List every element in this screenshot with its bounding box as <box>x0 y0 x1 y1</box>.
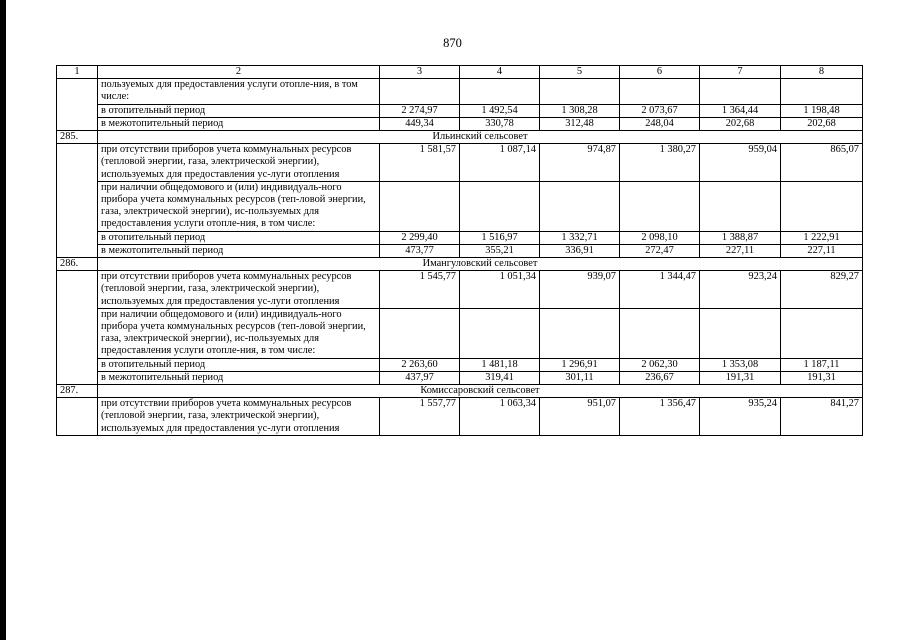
table-row <box>57 144 863 182</box>
value-cell: 865,07 <box>781 144 863 182</box>
table-row <box>57 231 863 244</box>
value-cell: 951,07 <box>540 398 620 436</box>
section-title: Имангуловский сельсовет <box>98 258 863 271</box>
value-cell: 1 308,28 <box>540 104 620 117</box>
value-cell: 1 388,87 <box>700 231 781 244</box>
value-cell: 248,04 <box>620 117 700 130</box>
table-row <box>57 308 863 358</box>
value-cell: 1 051,34 <box>460 271 540 309</box>
value-cell: 1 187,11 <box>781 358 863 371</box>
row-number-cell <box>57 398 98 436</box>
value-cell: 2 098,10 <box>620 231 700 244</box>
value-cell: 319,41 <box>460 371 540 384</box>
value-cell <box>540 181 620 231</box>
column-number: 5 <box>540 66 620 79</box>
row-number-cell <box>57 79 98 131</box>
column-number: 2 <box>98 66 380 79</box>
row-description: в межотопительный период <box>98 244 380 257</box>
tariff-table <box>56 65 863 436</box>
value-cell: 1 198,48 <box>781 104 863 117</box>
section-title: Комиссаровский сельсовет <box>98 385 863 398</box>
row-description: в отопительный период <box>98 104 380 117</box>
column-number: 1 <box>57 66 98 79</box>
value-cell: 974,87 <box>540 144 620 182</box>
value-cell: 939,07 <box>540 271 620 309</box>
value-cell: 330,78 <box>460 117 540 130</box>
value-cell: 2 274,97 <box>380 104 460 117</box>
value-cell: 437,97 <box>380 371 460 384</box>
table-row <box>57 244 863 257</box>
value-cell: 1 356,47 <box>620 398 700 436</box>
value-cell: 191,31 <box>700 371 781 384</box>
row-description: при наличии общедомового и (или) индивидуаль-ного прибора учета коммунальных ресурсов (теп-ловой энергии, газа, электрической энергии), ис-пользуемых для предоставления услуги отопле-ния, в том числе: <box>98 308 380 358</box>
value-cell: 1 344,47 <box>620 271 700 309</box>
row-description: при отсутствии приборов учета коммунальных ресурсов (тепловой энергии, газа, электрической энергии), используемых для предоставления ус-луги отопления <box>98 144 380 182</box>
value-cell: 227,11 <box>700 244 781 257</box>
value-cell: 923,24 <box>700 271 781 309</box>
value-cell: 1 492,54 <box>460 104 540 117</box>
table-row <box>57 371 863 384</box>
value-cell: 841,27 <box>781 398 863 436</box>
value-cell: 1 481,18 <box>460 358 540 371</box>
value-cell: 1 380,27 <box>620 144 700 182</box>
table-body <box>57 66 863 436</box>
value-cell: 1 063,34 <box>460 398 540 436</box>
column-number: 8 <box>781 66 863 79</box>
value-cell: 312,48 <box>540 117 620 130</box>
value-cell <box>380 79 460 104</box>
table-row <box>57 181 863 231</box>
value-cell <box>620 308 700 358</box>
section-row <box>57 131 863 144</box>
value-cell: 1 296,91 <box>540 358 620 371</box>
value-cell: 2 073,67 <box>620 104 700 117</box>
value-cell: 1 087,14 <box>460 144 540 182</box>
value-cell: 227,11 <box>781 244 863 257</box>
value-cell: 272,47 <box>620 244 700 257</box>
value-cell <box>540 308 620 358</box>
value-cell: 2 062,30 <box>620 358 700 371</box>
value-cell: 1 222,91 <box>781 231 863 244</box>
scan-edge <box>0 0 6 640</box>
value-cell <box>700 79 781 104</box>
value-cell <box>700 181 781 231</box>
value-cell <box>380 308 460 358</box>
table-row <box>57 104 863 117</box>
value-cell <box>460 181 540 231</box>
section-number: 286. <box>57 258 98 271</box>
value-cell: 2 263,60 <box>380 358 460 371</box>
row-description: при отсутствии приборов учета коммунальных ресурсов (тепловой энергии, газа, электрической энергии), используемых для предоставления ус-луги отопления <box>98 271 380 309</box>
value-cell: 959,04 <box>700 144 781 182</box>
value-cell <box>781 308 863 358</box>
row-number-cell <box>57 144 98 258</box>
value-cell <box>781 181 863 231</box>
column-number: 3 <box>380 66 460 79</box>
value-cell: 473,77 <box>380 244 460 257</box>
value-cell: 1 545,77 <box>380 271 460 309</box>
column-number: 7 <box>700 66 781 79</box>
value-cell: 236,67 <box>620 371 700 384</box>
table-row <box>57 79 863 104</box>
value-cell: 202,68 <box>781 117 863 130</box>
value-cell: 449,34 <box>380 117 460 130</box>
row-description: в межотопительный период <box>98 117 380 130</box>
row-description: в отопительный период <box>98 231 380 244</box>
row-description: при отсутствии приборов учета коммунальных ресурсов (тепловой энергии, газа, электрической энергии), используемых для предоставления ус-луги отопления <box>98 398 380 436</box>
value-cell: 1 364,44 <box>700 104 781 117</box>
table-row <box>57 358 863 371</box>
value-cell: 2 299,40 <box>380 231 460 244</box>
value-cell <box>781 79 863 104</box>
row-description: в отопительный период <box>98 358 380 371</box>
value-cell: 336,91 <box>540 244 620 257</box>
value-cell <box>380 181 460 231</box>
value-cell <box>460 79 540 104</box>
section-title: Ильинский сельсовет <box>98 131 863 144</box>
value-cell <box>700 308 781 358</box>
value-cell: 1 332,71 <box>540 231 620 244</box>
column-number: 4 <box>460 66 540 79</box>
row-description: при наличии общедомового и (или) индивидуаль-ного прибора учета коммунальных ресурсов (теп-ловой энергии, газа, электрической энергии), ис-пользуемых для предоставления услуги отопле-ния, в том числе: <box>98 181 380 231</box>
value-cell: 1 581,57 <box>380 144 460 182</box>
page-number: 870 <box>443 36 462 50</box>
section-number: 285. <box>57 131 98 144</box>
row-number-cell <box>57 271 98 385</box>
value-cell: 355,21 <box>460 244 540 257</box>
value-cell: 191,31 <box>781 371 863 384</box>
row-description: в межотопительный период <box>98 371 380 384</box>
value-cell: 301,11 <box>540 371 620 384</box>
value-cell: 1 516,97 <box>460 231 540 244</box>
value-cell: 829,27 <box>781 271 863 309</box>
section-number: 287. <box>57 385 98 398</box>
value-cell <box>620 79 700 104</box>
value-cell <box>540 79 620 104</box>
value-cell: 1 557,77 <box>380 398 460 436</box>
table-row <box>57 117 863 130</box>
value-cell <box>620 181 700 231</box>
section-row <box>57 258 863 271</box>
table-row <box>57 398 863 436</box>
column-number-row <box>57 66 863 79</box>
value-cell: 1 353,08 <box>700 358 781 371</box>
section-row <box>57 385 863 398</box>
row-description: пользуемых для предоставления услуги отопле-ния, в том числе: <box>98 79 380 104</box>
value-cell: 935,24 <box>700 398 781 436</box>
value-cell <box>460 308 540 358</box>
column-number: 6 <box>620 66 700 79</box>
value-cell: 202,68 <box>700 117 781 130</box>
table-row <box>57 271 863 309</box>
